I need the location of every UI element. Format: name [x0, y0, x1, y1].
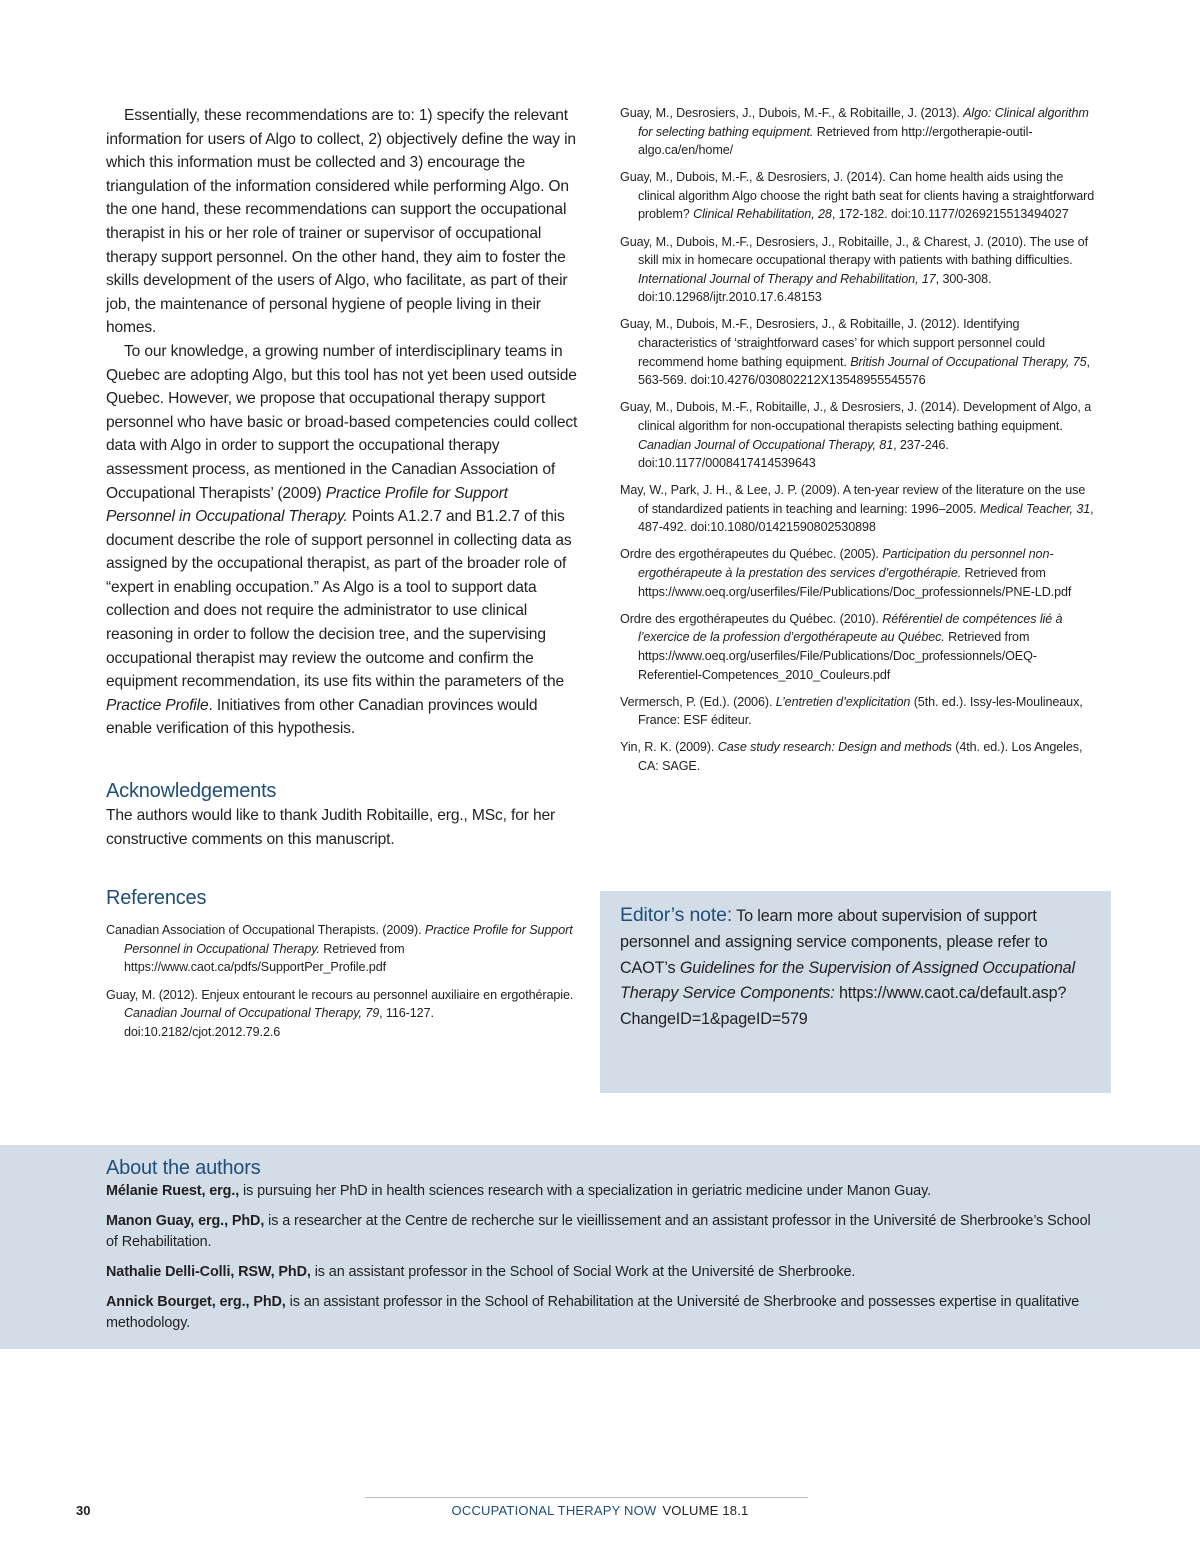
text-run: Retrieved from https://www.caot.ca/pdfs/SupportPer_Profile.pdf — [124, 941, 405, 975]
body-paragraph-1 — [106, 104, 580, 340]
italic-text-run: L’entretien d’explicitation — [775, 694, 911, 709]
editors-note-box — [600, 891, 1111, 1093]
author-description: is pursuing her PhD in health sciences research with a specialization in geriatric medicine under Manon Guay. — [239, 1183, 931, 1199]
reference-item — [620, 545, 1096, 601]
text-run: Ordre des ergothérapeutes du Québec. (2005). — [620, 547, 883, 562]
journal-volume: VOLUME 18.1 — [662, 1503, 749, 1518]
italic-text-run: Algo: Clinical algorithm for selecting bathing equipment. — [638, 106, 1089, 139]
journal-name: OCCUPATIONAL THERAPY NOW — [451, 1503, 657, 1518]
reference-item — [620, 233, 1096, 307]
acknowledgements-text: The authors would like to thank Judith Robitaille, erg., MSc, for her constructive comments on this manuscript. — [106, 807, 556, 848]
italic-text-run: Case study research: Design and methods — [717, 740, 952, 755]
author-bio — [106, 1181, 1094, 1202]
reference-item — [620, 168, 1096, 224]
text-run: Yin, R. K. (2009). — [620, 740, 718, 755]
italic-text-run: Guidelines for the Supervision of Assigned Occupational Therapy Service Components: — [620, 958, 1075, 1003]
footer-divider — [365, 1497, 808, 1498]
italic-text-run: Medical Teacher, 31 — [979, 501, 1091, 516]
text-run: Canadian Association of Occupational Therapists. (2009). — [106, 923, 425, 938]
reference-item — [106, 986, 580, 1042]
author-description: is an assistant professor in the School of Social Work at the Université de Sherbrooke. — [310, 1264, 856, 1280]
author-name: Annick Bourget, erg., PhD, — [106, 1294, 286, 1310]
text-run: Vermersch, P. (Ed.). (2006). — [620, 694, 776, 709]
text-run: Guay, M., Dubois, M.-F., & Desrosiers, J. (2014). Can home health aids using the clinical algorithm Algo choose the right bath seat for clients having a straightforward problem? — [620, 170, 1095, 222]
author-bio — [106, 1292, 1094, 1334]
text-run: , 563-569. doi:10.4276/030802212X13548955545576 — [638, 354, 1090, 388]
text-run: Retrieved from http://ergotherapie-outil-algo.ca/en/home/ — [638, 124, 1033, 158]
author-name: Nathalie Delli-Colli, RSW, PhD, — [106, 1264, 311, 1280]
text-run: (4th. ed.). Los Angeles, CA: SAGE. — [638, 740, 1083, 773]
italic-text-run: Référentiel de compétences lié à l’exercice de la profession d’ergothérapeute au Québec. — [638, 611, 1063, 645]
author-name: Manon Guay, erg., PhD, — [106, 1213, 265, 1229]
editors-note-text — [620, 903, 1091, 1033]
editors-note-label: Editor’s note: — [620, 904, 733, 926]
text-run: May, W., Park, J. H., & Lee, J. P. (2009). A ten-year review of the literature on the use of standardized patients in teaching and learning: 1996–2005. — [620, 483, 1086, 516]
italic-text-run: Participation du personnel non-ergothérapeute à la prestation des services d’ergothérapie. — [638, 547, 1054, 581]
about-the-authors-heading: About the authors — [106, 1157, 261, 1179]
right-reference-list — [620, 104, 1096, 776]
author-list — [106, 1181, 1094, 1334]
footer-running-title — [0, 1503, 1200, 1518]
text-run: Guay, M. (2012). Enjeux entourant le recours au personnel auxiliaire en ergothérapie. — [106, 987, 574, 1002]
reference-item — [620, 398, 1096, 472]
text-run: https://www.caot.ca/default.asp?ChangeID=1&pageID=579 — [620, 984, 1067, 1029]
author-description: is an assistant professor in the School of Rehabilitation at the Université de Sherbrooke and possesses expertise in qualitative methodology. — [106, 1294, 1080, 1331]
left-column — [106, 104, 580, 1050]
text-run: To learn more about supervision of support personnel and assigning service components, please refer to CAOT’s — [620, 907, 1048, 977]
text-run: , 300-308. doi:10.12968/ijtr.2010.17.6.48153 — [638, 271, 992, 305]
text-run: (5th. ed.). Issy-les-Moulineaux, France: ESF éditeur. — [638, 694, 1083, 728]
text-run: . Initiatives from other Canadian provinces would enable verification of this hypothesis. — [106, 696, 538, 738]
text-run: Guay, M., Dubois, M.-F., Robitaille, J., & Desrosiers, J. (2014). Development of Algo, a clinical algorithm for non-occupational therapists selecting bathing equipment. — [620, 400, 1092, 433]
author-description: is a researcher at the Centre de recherche sur le vieillissement and an assistant professor in the Université de Sherbrooke’s School of Rehabilitation. — [106, 1213, 1091, 1250]
page-number: 30 — [76, 1503, 91, 1518]
italic-text-run: Clinical Rehabilitation, 28 — [693, 207, 832, 222]
text-run: Guay, M., Dubois, M.-F., Desrosiers, J., Robitaille, J., & Charest, J. (2010). The use of skill mix in homecare occupational therapy with patients with bathing difficulties. — [620, 234, 1088, 268]
author-bio — [106, 1211, 1094, 1253]
italic-text-run: International Journal of Therapy and Rehabilitation, 17 — [638, 271, 936, 286]
text-run: Guay, M., Dubois, M.-F., Desrosiers, J., & Robitaille, J. (2012). Identifying characteristics of ‘straightforward cases’ for which support personnel could recommend home bathing equipment. — [620, 317, 1046, 369]
italic-text-run: Practice Profile for Support Personnel in Occupational Therapy. — [124, 923, 573, 956]
text-run: Retrieved from https://www.oeq.org/userfiles/File/Publications/Doc_professionnels/PNE-LD.pdf — [638, 566, 1072, 599]
italic-text-run: Canadian Journal of Occupational Therapy, 81 — [638, 437, 894, 452]
text-run: , 237-246. doi:10.1177/0008417414539643 — [638, 437, 949, 471]
text-run: Points A1.2.7 and B1.2.7 of this document describe the role of support personnel in collecting data as assigned by the occupational therapist, as part of the broader role of “expert in enabling occupation.” As Algo is a tool to support data collection and does not require the administrator to use clinical reasoning in order to follow the decision tree, and the supervising occupational therapist may review the outcome and confirm the equipment recommendation, its use fits within the parameters of the — [106, 508, 572, 691]
text-run: To our knowledge, a growing number of interdisciplinary teams in Quebec are adopting Algo, but this tool has not yet been used outside Quebec. However, we propose that occupational therapy support personnel who have basic or broad-based competencies could collect data with Algo in order to support the occupational therapy assessment process, as mentioned in the Canadian Association of Occupational Therapists’ (2009) — [106, 342, 578, 502]
reference-item — [620, 693, 1096, 730]
left-reference-list — [106, 921, 580, 1041]
references-heading: References — [106, 887, 207, 910]
text-run: , 116-127. doi:10.2182/cjot.2012.79.2.6 — [124, 1006, 434, 1039]
italic-text-run: Practice Profile for Support Personnel in Occupational Therapy. — [106, 484, 508, 526]
italic-text-run: Practice Profile — [106, 696, 209, 714]
text-run: , 172-182. doi:10.1177/0269215513494027 — [831, 207, 1069, 222]
reference-item — [620, 610, 1096, 684]
reference-item — [620, 104, 1096, 160]
text-run: Guay, M., Desrosiers, J., Dubois, M.-F., & Robitaille, J. (2013). — [620, 106, 964, 120]
reference-item — [620, 738, 1096, 775]
italic-text-run: Canadian Journal of Occupational Therapy, 79 — [124, 1006, 380, 1021]
author-name: Mélanie Ruest, erg., — [106, 1183, 240, 1199]
body-paragraph-2 — [106, 340, 580, 741]
text-run: Ordre des ergothérapeutes du Québec. (2010). — [620, 611, 883, 626]
text-run: Retrieved from https://www.oeq.org/userfiles/File/Publications/Doc_professionnels/OEQ-Referentiel-Competences_2010_Couleurs.pdf — [638, 630, 1037, 682]
text-run: , 487-492. doi:10.1080/01421590802530898 — [638, 501, 1094, 535]
italic-text-run: British Journal of Occupational Therapy, 75 — [850, 354, 1087, 369]
reference-item — [620, 315, 1096, 389]
about-the-authors-panel — [0, 1145, 1200, 1349]
reference-item — [620, 481, 1096, 537]
text-run: Essentially, these recommendations are to: 1) specify the relevant information for users of Algo to collect, 2) objectively define the way in which this information must be collected and 3) encourage the triangulation of the information considered while performing Algo. On the one hand, these recommendations can support the occupational therapist in his or her role of trainer or supervisor of occupational therapy support personnel. On the other hand, they aim to foster the skills development of the users of Algo, who facilitate, as part of their job, the maintenance of personal hygiene of people living in their homes. — [106, 107, 576, 337]
right-column — [620, 104, 1096, 784]
author-bio — [106, 1262, 1094, 1283]
reference-item — [106, 921, 580, 977]
acknowledgements-heading: Acknowledgements — [106, 780, 277, 803]
